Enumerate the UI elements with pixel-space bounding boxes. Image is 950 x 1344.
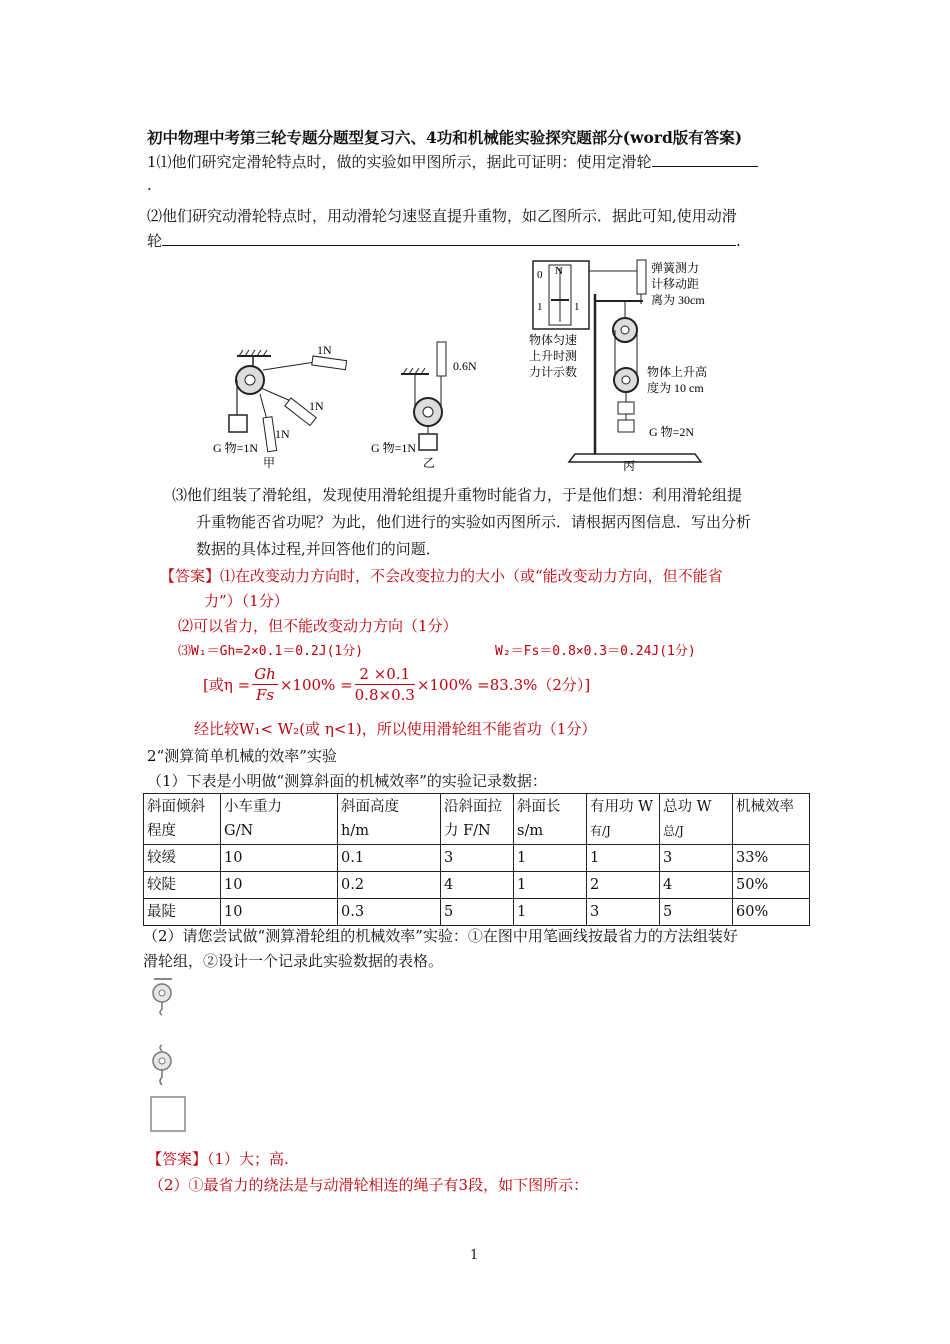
formula-f1-num: Gh [254, 665, 276, 683]
formula-f1-den: Fs [255, 686, 275, 704]
table-cell: 1 [587, 845, 660, 872]
formula-middle: ×100% = [279, 675, 353, 694]
table-cell: 最陡 [144, 899, 221, 926]
incline-data-table [143, 793, 810, 926]
fig-bing-note-7: 物体上升高 [647, 365, 708, 379]
formula-fraction-2 [355, 664, 415, 705]
fig-bing-scale-0: 0 [537, 269, 543, 281]
q1-line1 [147, 151, 758, 172]
formula-fraction-1 [252, 664, 278, 705]
figure-bing [525, 256, 735, 476]
q1-line1-end: . [147, 176, 152, 194]
answer1-line6: 经比较W₁< W₂(或 η<1)，所以使用滑轮组不能省功（1分） [194, 720, 597, 738]
fig-bing-note-5: 上升时测 [529, 349, 578, 363]
table-cell: 5 [660, 899, 733, 926]
page-title: 初中物理中考第三轮专题分题型复习六、4功和机械能实验探究题部分(word版有答案) [147, 128, 743, 147]
table-cell: 1 [514, 872, 587, 899]
q2-sub2a: （2）请您尝试做“测算滑轮组的机械效率”实验：①在图中用笔画线按最省力的方法组装好 [143, 927, 738, 945]
figure-jia [205, 340, 355, 470]
q1-line2b [147, 230, 741, 251]
table-cell: 1 [514, 845, 587, 872]
fig-bing-note-4: 物体匀速 [529, 333, 578, 347]
table-cell: 2 [587, 872, 660, 899]
answer-blank-2[interactable] [162, 231, 736, 246]
table-cell: 较陡 [144, 872, 221, 899]
table-cell: 50% [733, 872, 810, 899]
answer1-line4a: ⑶W₁＝Gh=2×0.1＝0.2J(1分) [178, 644, 364, 659]
answer1-line2: 力”）（1分） [204, 592, 289, 610]
q1-line1-text: 1⑴他们研究定滑轮特点时，做的实验如甲图所示，据此可证明：使用定滑轮 [147, 153, 652, 171]
fig-jia-force-1: 1N [317, 343, 332, 357]
table-header-row [144, 794, 810, 845]
answer2-line2: （2）①最省力的绕法是与动滑轮相连的绳子有3段，如下图所示： [149, 1176, 589, 1194]
fig-bing-scale-1a: 1 [537, 301, 543, 313]
fig-bing-note-3: 离为 30cm [651, 293, 705, 307]
th-cell: 小车重力 G/N [221, 794, 338, 845]
q2-heading: 2“测算简单机械的效率”实验 [147, 747, 337, 765]
table-cell: 0.1 [338, 845, 441, 872]
fig-bing-note-1: 弹簧测力 [651, 261, 700, 275]
pulley-group-figure [140, 975, 200, 1135]
table-row [144, 899, 810, 926]
fig-yi-label: 乙 [423, 456, 436, 470]
formula-suffix: ×100% =83.3%（2分）] [416, 676, 591, 694]
table-cell: 1 [514, 899, 587, 926]
q1-line2-end: . [736, 232, 741, 250]
fig-bing-note-8: 度为 10 cm [647, 381, 704, 395]
table-cell: 3 [660, 845, 733, 872]
fig-jia-force-3: 1N [275, 427, 290, 441]
table-cell: 4 [441, 872, 514, 899]
page-number: 1 [470, 1248, 479, 1263]
fig-bing-scale-1b: 1 [574, 301, 580, 313]
formula-f2-den: 0.8×0.3 [354, 686, 415, 704]
fig-yi-g-label: G 物=1N [371, 441, 417, 455]
fig-yi-force: 0.6N [453, 359, 477, 373]
fig-bing-note-2: 计移动距 [651, 277, 700, 291]
q1-line3c: 数据的具体过程,并回答他们的问题． [196, 540, 441, 558]
q2-sub2b: 滑轮组，②设计一个记录此实验数据的表格。 [143, 952, 444, 970]
table-cell: 3 [441, 845, 514, 872]
answer1-line4b: W₂＝Fs＝0.8×0.3＝0.24J(1分) [495, 644, 696, 659]
th-cell: 总功 W 总/J [660, 794, 733, 845]
answer1-formula [203, 664, 590, 705]
q1-line3b: 升重物能否省功呢？为此，他们进行的实验如丙图所示．请根据丙图信息．写出分析 [196, 513, 752, 531]
q1-line2b-text: 轮 [147, 232, 163, 250]
table-cell: 3 [587, 899, 660, 926]
th-cell: 有用功 W 有/J [587, 794, 660, 845]
th-cell: 机械效率 [733, 794, 810, 845]
formula-f2-num: 2 ×0.1 [355, 664, 415, 685]
table-cell: 较缓 [144, 845, 221, 872]
fig-jia-force-2: 1N [309, 399, 324, 413]
fig-bing-unit-n: N [555, 265, 563, 277]
table-cell: 0.2 [338, 872, 441, 899]
answer-blank-1[interactable] [652, 152, 758, 167]
fig-jia-label: 甲 [263, 456, 276, 470]
answer2-line1: 【答案】（1）大；高. [147, 1150, 289, 1168]
table-cell: 60% [733, 899, 810, 926]
th-cell: 斜面倾斜 程度 [144, 794, 221, 845]
table-cell: 10 [221, 845, 338, 872]
answer1-line1: 【答案】⑴在改变动力方向时，不会改变拉力的大小（或“能改变动力方向，但不能省 [160, 567, 723, 585]
table-cell: 33% [733, 845, 810, 872]
table-cell: 0.3 [338, 899, 441, 926]
q1-line3a: ⑶他们组装了滑轮组，发现使用滑轮组提升重物时能省力，于是他们想：利用滑轮组提 [172, 486, 743, 504]
th-cell: 斜面高度 h/m [338, 794, 441, 845]
fig-bing-note-6: 力计示数 [529, 365, 578, 379]
table-cell: 10 [221, 899, 338, 926]
fig-bing-label: 丙 [623, 459, 636, 473]
th-cell: 沿斜面拉 力 F/N [441, 794, 514, 845]
table-cell: 4 [660, 872, 733, 899]
figure-yi [365, 340, 495, 470]
answer1-line3: ⑵可以省力，但不能改变动力方向（1分） [178, 617, 458, 635]
q2-sub1: （1）下表是小明做“测算斜面的机械效率”的实验记录数据： [147, 772, 547, 790]
fig-jia-g-label: G 物=1N [213, 441, 259, 455]
formula-prefix: [或η = [203, 676, 251, 694]
table-cell: 10 [221, 872, 338, 899]
th-cell: 斜面长 s/m [514, 794, 587, 845]
q1-line2a: ⑵他们研究动滑轮特点时，用动滑轮匀速竖直提升重物，如乙图所示．据此可知,使用动滑 [147, 207, 737, 225]
table-row [144, 872, 810, 899]
table-row [144, 845, 810, 872]
table-cell: 5 [441, 899, 514, 926]
fig-bing-g-label: G 物=2N [649, 425, 695, 439]
